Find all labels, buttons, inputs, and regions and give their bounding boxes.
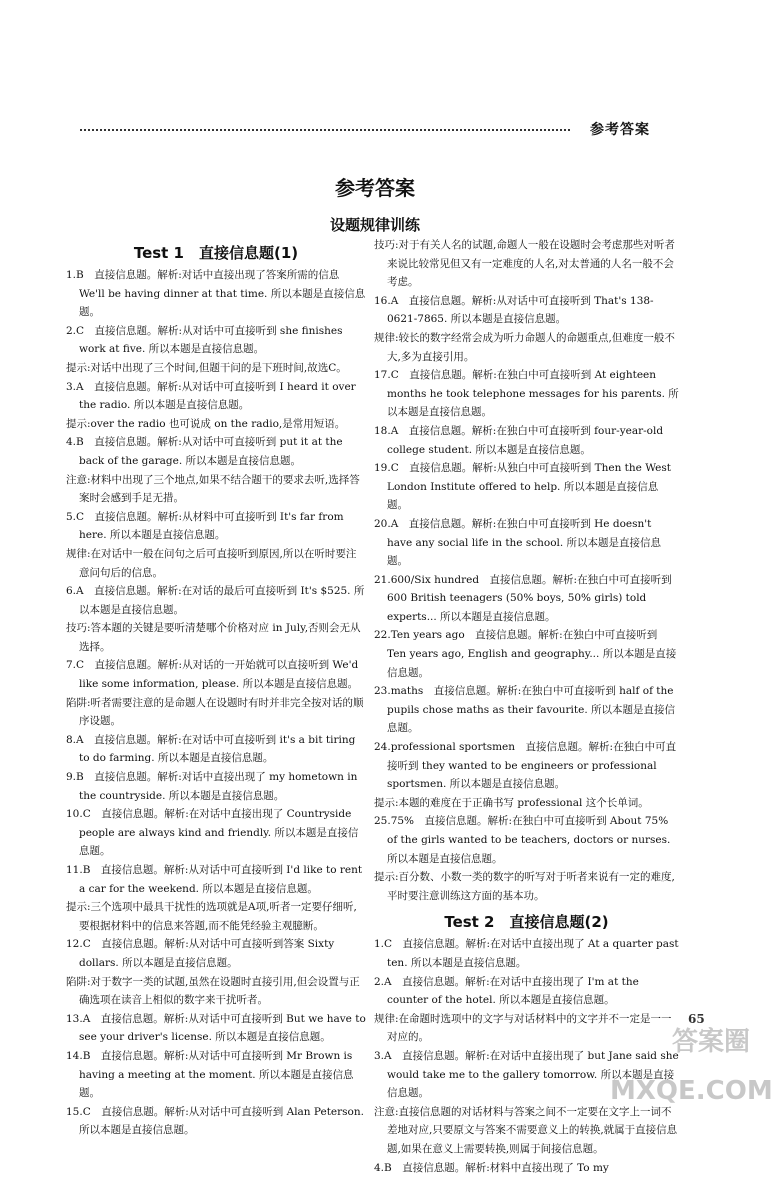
test1-title: Test 1 直接信息题(1) [66, 242, 366, 264]
answer-item: 12.C 直接信息题。解析:从对话中可直接听到答案 Sixty dollars. 所以本题是直接信息题。 [66, 935, 366, 972]
answer-item: 陷阱:听者需要注意的是命题人在设题时有时并非完全按对话的顺序设题。 [66, 694, 366, 731]
answer-item: 提示:对话中出现了三个时间,但题干问的是下班时间,故选C。 [66, 359, 366, 378]
answer-item: 23.maths 直接信息题。解析:在独白中可直接听到 half of the pupils chose maths as their favourite. 所以本题是直接信息题。 [374, 682, 679, 738]
answer-item: 注意:直接信息题的对话材料与答案之间不一定要在文字上一词不差地对应,只要原文与答案不需要意义上的转换,就属于直接信息题,如果在意义上需要转换,则属于间接信息题。 [374, 1103, 679, 1159]
header-dotted-rule [80, 129, 570, 131]
answer-item: 提示:本题的难度在于正确书写 professional 这个长单词。 [374, 794, 679, 813]
left-answer-list [66, 266, 366, 1140]
answer-item: 7.C 直接信息题。解析:从对话的一开始就可以直接听到 We'd like some information, please. 所以本题是直接信息题。 [66, 656, 366, 693]
answer-item: 提示:百分数、小数一类的数字的听写对于听者来说有一定的难度,平时要注意训练这方面的基本功。 [374, 868, 679, 905]
right-answer-list-a [374, 236, 679, 905]
answer-item: 5.C 直接信息题。解析:从材料中可直接听到 It's far from here. 所以本题是直接信息题。 [66, 508, 366, 545]
answer-item: 规律:在对话中一般在问句之后可直接听到原因,所以在听时要注意问句后的信息。 [66, 545, 366, 582]
answer-item: 3.A 直接信息题。解析:从对话中可直接听到 I heard it over the radio. 所以本题是直接信息题。 [66, 378, 366, 415]
watermark-logo: 答案圈 MXQE.COM [610, 1018, 750, 1067]
answer-item: 22.Ten years ago 直接信息题。解析:在独白中可直接听到 Ten years ago, English and geography... 所以本题是直接信息题。 [374, 626, 679, 682]
answer-item: 3.A 直接信息题。解析:在对话中直接出现了 but Jane said she would take me to the gallery tomorrow. 所以本题是直接信息题。 [374, 1047, 679, 1103]
answer-item: 技巧:答本题的关键是要听清楚哪个价格对应 in July,否则会无从选择。 [66, 619, 366, 656]
answer-item: 2.C 直接信息题。解析:从对话中可直接听到 she finishes work at five. 所以本题是直接信息题。 [66, 322, 366, 359]
answer-item: 11.B 直接信息题。解析:从对话中可直接听到 I'd like to rent a car for the weekend. 所以本题是直接信息题。 [66, 861, 366, 898]
left-column [66, 236, 366, 1140]
answer-item: 技巧:对于有关人名的试题,命题人一般在设题时会考虑那些对听者来说比较常见但又有一定难度的人名,对太普通的人名一般不会考虑。 [374, 236, 679, 292]
answer-item: 17.C 直接信息题。解析:在独白中可直接听到 At eighteen months he took telephone messages for his parents. 所以本题是直接信息题。 [374, 366, 679, 422]
answer-item: 规律:在命题时选项中的文字与对话材料中的文字并不一定是一一对应的。 [374, 1010, 679, 1047]
answer-item: 提示:三个选项中最具干扰性的选项就是A项,听者一定要仔细听,要根据材料中的信息来答题,而不能凭经验主观臆断。 [66, 898, 366, 935]
answer-item: 25.75% 直接信息题。解析:在独白中可直接听到 About 75% of the girls wanted to be teachers, doctors or nurses. 所以本题是直接信息题。 [374, 812, 679, 868]
answer-item: 规律:较长的数字经常会成为听力命题人的命题重点,但难度一般不大,多为直接引用。 [374, 329, 679, 366]
answer-item: 4.B 直接信息题。解析:材料中直接出现了 To my [374, 1159, 679, 1177]
answer-item: 18.A 直接信息题。解析:在独白中可直接听到 four-year-old college student. 所以本题是直接信息题。 [374, 422, 679, 459]
page-number: 65 [688, 1012, 705, 1026]
answer-item: 20.A 直接信息题。解析:在独白中可直接听到 He doesn't have any social life in the school. 所以本题是直接信息题。 [374, 515, 679, 571]
answer-item: 14.B 直接信息题。解析:从对话中可直接听到 Mr Brown is having a meeting at the moment. 所以本题是直接信息题。 [66, 1047, 366, 1103]
answer-item: 21.600/Six hundred 直接信息题。解析:在独白中可直接听到 600 British teenagers (50% boys, 50% girls) told experts... 所以本题是直接信息题。 [374, 571, 679, 627]
answer-item: 陷阱:对于数字一类的试题,虽然在设题时直接引用,但会设置与正确选项在读音上相似的数字来干扰听者。 [66, 973, 366, 1010]
answer-item: 24.professional sportsmen 直接信息题。解析:在独白中可直接听到 they wanted to be engineers or professional sportsmen. 所以本题是直接信息题。 [374, 738, 679, 794]
answer-item: 13.A 直接信息题。解析:从对话中可直接听到 But we have to see your driver's license. 所以本题是直接信息题。 [66, 1010, 366, 1047]
answer-item: 1.C 直接信息题。解析:在对话中直接出现了 At a quarter past ten. 所以本题是直接信息题。 [374, 935, 679, 972]
answer-item: 16.A 直接信息题。解析:从对话中可直接听到 That's 138-0621-7865. 所以本题是直接信息题。 [374, 292, 679, 329]
answer-item: 19.C 直接信息题。解析:从独白中可直接听到 Then the West London Institute offered to help. 所以本题是直接信息题。 [374, 459, 679, 515]
answer-item: 提示:over the radio 也可说成 on the radio,是常用短语。 [66, 415, 366, 434]
section-subtitle: 设题规律训练 [0, 214, 750, 235]
answer-item: 8.A 直接信息题。解析:在对话中可直接听到 it's a bit tiring to do farming. 所以本题是直接信息题。 [66, 731, 366, 768]
answer-item: 1.B 直接信息题。解析:对话中直接出现了答案所需的信息 We'll be having dinner at that time. 所以本题是直接信息题。 [66, 266, 366, 322]
running-header: 参考答案 [590, 119, 650, 139]
answer-item: 15.C 直接信息题。解析:从对话中可直接听到 Alan Peterson. 所以本题是直接信息题。 [66, 1103, 366, 1140]
page-title: 参考答案 [0, 172, 750, 201]
answer-item: 10.C 直接信息题。解析:在对话中直接出现了 Countryside people are always kind and friendly. 所以本题是直接信息题。 [66, 805, 366, 861]
answer-item: 2.A 直接信息题。解析:在对话中直接出现了 I'm at the counter of the hotel. 所以本题是直接信息题。 [374, 973, 679, 1010]
test2-title: Test 2 直接信息题(2) [374, 911, 679, 933]
answer-item: 注意:材料中出现了三个地点,如果不结合题干的要求去听,选择答案时会感到手足无措。 [66, 471, 366, 508]
answer-item: 6.A 直接信息题。解析:在对话的最后可直接听到 It's $525. 所以本题是直接信息题。 [66, 582, 366, 619]
answer-item: 9.B 直接信息题。解析:对话中直接出现了 my hometown in the countryside. 所以本题是直接信息题。 [66, 768, 366, 805]
answer-item: 4.B 直接信息题。解析:从对话中可直接听到 put it at the back of the garage. 所以本题是直接信息题。 [66, 433, 366, 470]
